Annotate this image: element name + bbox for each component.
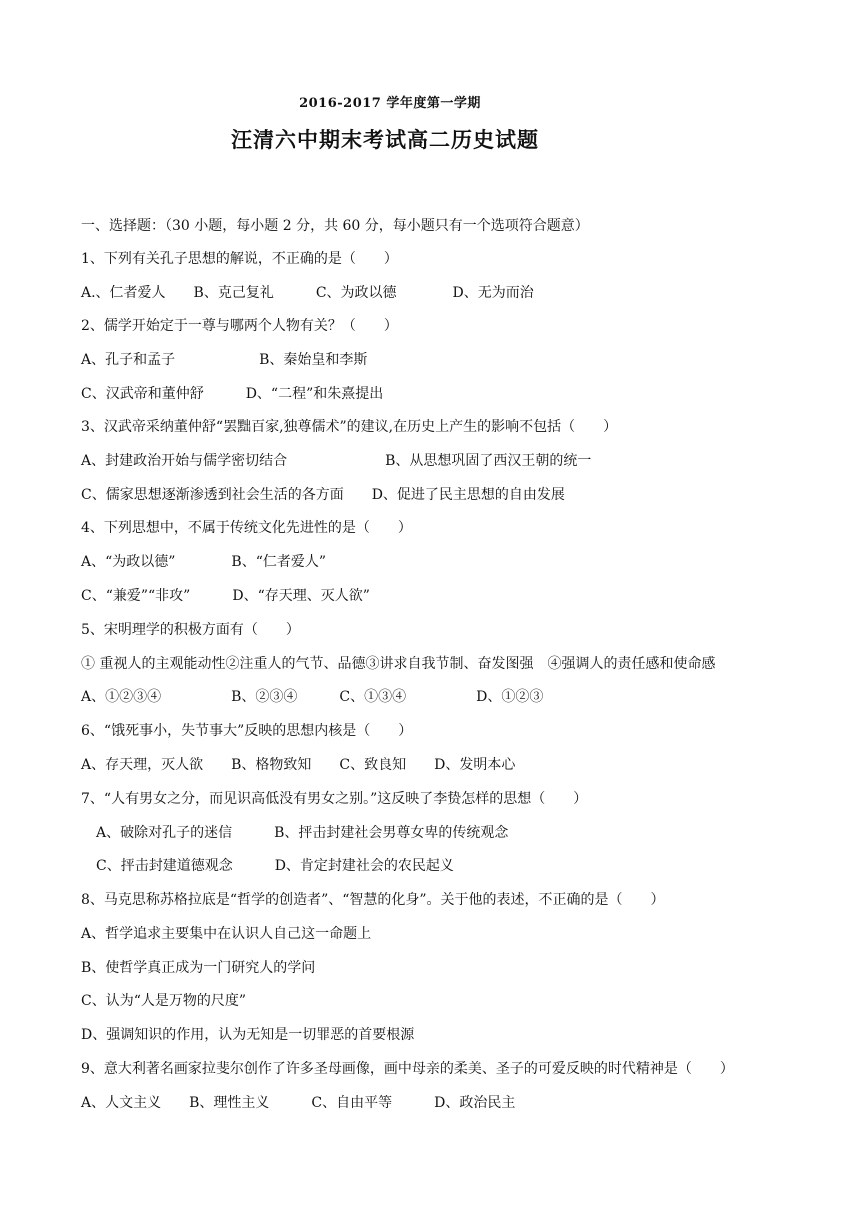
question-9: 9、意大利著名画家拉斐尔创作了许多圣母画像，画中母亲的柔美、圣子的可爱反映的时代精神是（ ） [81, 1061, 734, 1077]
exam-title: 汪清六中期末考试高二历史试题 [231, 127, 539, 152]
question-6-options: A、存天理，灭人欲 B、格物致知 C、致良知 D、发明本心 [81, 757, 516, 773]
question-3-options-cd: C、儒家思想逐渐渗透到社会生活的各方面 D、促进了民主思想的自由发展 [81, 487, 565, 503]
question-3-options-ab: A、封建政治开始与儒学密切结合 B、从思想巩固了西汉王朝的统一 [81, 453, 592, 469]
question-8-option-c: C、认为“人是万物的尺度” [81, 993, 247, 1009]
question-5-options: A、①②③④ B、②③④ C、①③④ D、①②③ [81, 689, 544, 705]
question-4-options-ab: A、“为政以德” B、“仁者爱人” [81, 554, 327, 570]
question-2-options-ab: A、孔子和孟子 B、秦始皇和李斯 [81, 352, 368, 368]
question-9-options: A、人文主义 B、理性主义 C、自由平等 D、政治民主 [81, 1095, 516, 1111]
question-8-option-d: D、强调知识的作用，认为无知是一切罪恶的首要根源 [81, 1027, 415, 1043]
question-8-option-a: A、哲学追求主要集中在认识人自己这一命题上 [81, 926, 372, 942]
question-4: 4、下列思想中，不属于传统文化先进性的是（ ） [81, 520, 412, 536]
question-5-statements: ① 重视人的主观能动性②注重人的气节、品德③讲求自我节制、奋发图强 ④强调人的责任感和使命感 [81, 656, 716, 672]
question-2: 2、儒学开始定于一尊与哪两个人物有关？（ ） [81, 318, 398, 334]
semester-subtitle: 2016-2017 学年度第一学期 [299, 96, 481, 111]
question-6: 6、“饿死事小，失节事大”反映的思想内核是（ ） [81, 723, 413, 739]
question-8: 8、马克思称苏格拉底是“哲学的创造者”、“智慧的化身”。关于他的表述，不正确的是（ ） [81, 892, 665, 908]
question-1-options: A.、仁者爱人 B、克己复礼 C、为政以德 D、无为而治 [81, 285, 534, 301]
question-4-options-cd: C、“兼爱”“非攻” D、“存天理、灭人欲” [81, 588, 370, 604]
question-7-options-cd: C、抨击封建道德观念 D、肯定封建社会的农民起义 [96, 858, 454, 874]
question-7: 7、“人有男女之分，而见识高低没有男女之别。”这反映了李贽怎样的思想（ ） [81, 791, 588, 807]
question-2-options-cd: C、汉武帝和董仲舒 D、“二程”和朱熹提出 [81, 386, 384, 402]
question-7-options-ab: A、破除对孔子的迷信 B、抨击封建社会男尊女卑的传统观念 [96, 825, 509, 841]
question-8-option-b: B、使哲学真正成为一门研究人的学问 [81, 960, 316, 976]
section-heading: 一、选择题：（30 小题，每小题 2 分，共 60 分，每小题只有一个选项符合题意） [81, 218, 589, 234]
question-5: 5、宋明理学的积极方面有（ ） [81, 622, 300, 638]
question-3: 3、汉武帝采纳董仲舒“罢黜百家,独尊儒术”的建议,在历史上产生的影响不包括（ ） [81, 419, 618, 435]
question-1: 1、下列有关孔子思想的解说，不正确的是（ ） [81, 251, 398, 267]
